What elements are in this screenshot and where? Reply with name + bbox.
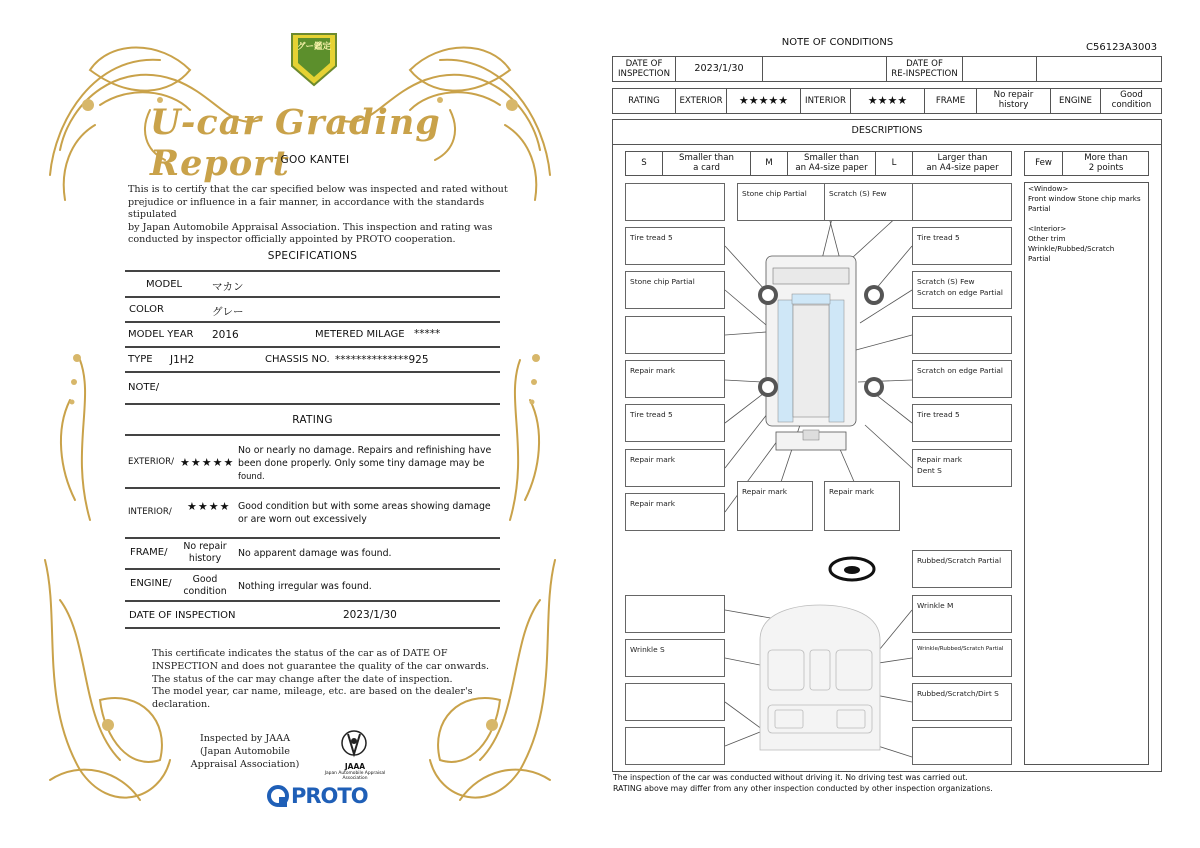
chassis-value: **************925 (335, 354, 429, 366)
frame-value-line: history (188, 553, 222, 564)
specifications-heading: SPECIFICATIONS (267, 250, 358, 262)
exterior-note-box-bottom-1 (737, 481, 813, 531)
exterior-note-box-left-7 (625, 449, 725, 487)
certification-statement (128, 184, 508, 247)
frame-label: FRAME/ (130, 547, 168, 558)
note-text: Repair mark (630, 499, 676, 508)
exterior-note-box-bottom-2 (824, 481, 900, 531)
legend-line: 2 points (1088, 163, 1124, 173)
type-label: TYPE (128, 354, 153, 365)
proto-logo-text: PROTO (291, 784, 368, 808)
legend-line: a card (693, 163, 720, 173)
footer-line: The inspection of the car was conducted without driving it. No driving test was carried out. (613, 773, 968, 782)
label-line: INSPECTION (617, 69, 670, 79)
date-of-inspection-value: 2023/1/30 (343, 609, 397, 621)
disclaimer-line: INSPECTION and does not guarantee the quality of the car onwards. (152, 660, 490, 672)
divider (125, 627, 500, 629)
note-text: Tire tread 5 (630, 233, 673, 242)
value-line: No repair (993, 90, 1034, 100)
certify-line: This is to certify that the car specified below was inspected and rated without (128, 184, 508, 195)
exterior-description (238, 444, 503, 483)
model-label: MODEL (146, 279, 183, 290)
footer-notes (613, 772, 1193, 794)
date-of-inspection-label: DATE OF INSPECTION (129, 610, 236, 621)
note-line: Scratch on edge Partial (917, 288, 1003, 297)
exterior-note-box-right-5 (912, 360, 1012, 398)
disclaimer-line: This certificate indicates the status of the car as of DATE OF (152, 648, 448, 659)
certify-line: prejudice or influence in a fair manner, in accordance with the standards stipulated (128, 196, 485, 221)
divider (125, 346, 500, 348)
divider (125, 487, 500, 489)
label-line: DATE OF (906, 59, 943, 69)
frame-label: FRAME (935, 96, 966, 106)
note-text: Wrinkle/Rubbed/Scratch Partial (917, 646, 1004, 652)
interior-line: Wrinkle/Rubbed/Scratch (1028, 244, 1115, 253)
interior-note-box-right-2 (912, 595, 1012, 633)
inspected-by-line: Appraisal Association) (190, 758, 300, 770)
interior-note-box-left-3 (625, 639, 725, 677)
jaaa-text: JAAA (344, 762, 366, 771)
engine-value (175, 574, 235, 598)
frame-value (175, 541, 235, 565)
disclaimer-line: declaration. (152, 699, 211, 711)
metered-mileage-value: ***** (414, 328, 441, 340)
model-year-label: MODEL YEAR (128, 329, 194, 340)
window-line: Partial (1028, 204, 1051, 213)
descriptions-heading: DESCRIPTIONS (851, 125, 923, 136)
window-heading: <Window> (1028, 184, 1069, 193)
desc-line: found. (238, 471, 265, 481)
legend-line: Larger than (937, 153, 988, 163)
desc-line: been done properly. Only some tiny damage may be (238, 458, 485, 469)
certificate-title: U-car Grading Report (150, 102, 441, 184)
interior-stars: ★★★★ (187, 500, 231, 513)
inspected-by (190, 733, 300, 771)
divider (125, 600, 500, 602)
note-text: Stone chip Partial (630, 277, 695, 286)
model-year-value: 2016 (212, 329, 239, 341)
exterior-note-box-right-7 (912, 449, 1012, 487)
legend-line: Smaller than (679, 153, 734, 163)
exterior-note-box-right-3 (912, 271, 1012, 309)
interior-note-box-right-1 (912, 550, 1012, 588)
divider (125, 270, 500, 272)
note-text: Tire tread 5 (917, 410, 960, 419)
badge-text: グー鑑定 (296, 42, 331, 52)
value-line: history (998, 100, 1029, 110)
legend-line: More than (1084, 153, 1128, 163)
desc-line: Good condition but with some areas showing damage (238, 501, 491, 512)
divider (125, 371, 500, 373)
divider (125, 568, 500, 570)
note-line: Dent S (917, 466, 942, 475)
exterior-label: EXTERIOR (679, 96, 723, 106)
disclaimer-line: The status of the car may change after the date of inspection. (152, 673, 453, 685)
exterior-note-box-left-2 (625, 227, 725, 265)
note-text: Repair mark (630, 366, 676, 375)
note-text: Repair mark (630, 455, 676, 464)
color-label: COLOR (129, 304, 164, 315)
exterior-note-box-left-5 (625, 360, 725, 398)
divider (125, 537, 500, 539)
exterior-note-box-left-3 (625, 271, 725, 309)
engine-label: ENGINE/ (130, 578, 172, 589)
date-of-inspection-value: 2023/1/30 (694, 63, 744, 74)
engine-label: ENGINE (1059, 96, 1092, 106)
legend-m: M (765, 158, 773, 168)
note-text: Tire tread 5 (917, 233, 960, 242)
exterior-note-box-right-4 (912, 316, 1012, 354)
interior-note-box-left-4 (625, 683, 725, 721)
jaaa-subtext: Japan Automobile Appraisal Association (324, 771, 386, 781)
jaaa-logo (318, 728, 392, 780)
value-line: condition (1111, 100, 1152, 110)
note-text: Rubbed/Scratch Partial (917, 556, 1002, 565)
interior-note-box-left-2 (625, 595, 725, 633)
interior-car-diagram (760, 605, 880, 750)
exterior-note-box-right-6 (912, 404, 1012, 442)
note-text: Repair mark (742, 487, 788, 496)
interior-heading: <Interior> (1028, 224, 1067, 233)
interior-note-box-left-5 (625, 727, 725, 765)
note-text: Wrinkle M (917, 601, 954, 610)
legend-line: Smaller than (804, 153, 859, 163)
note-text: Stone chip Partial (742, 189, 807, 198)
interior-label: INTERIOR (805, 96, 846, 106)
label-line: DATE OF (625, 59, 663, 69)
note-text: Scratch (S) Few (829, 189, 887, 198)
interior-note-box-right-4 (912, 683, 1012, 721)
note-label: NOTE/ (128, 382, 160, 393)
exterior-car-diagram (758, 256, 884, 450)
frame-description: No apparent damage was found. (238, 548, 392, 559)
engine-description: Nothing irregular was found. (238, 581, 372, 592)
interior-note-box-right-3 (912, 639, 1012, 677)
steering-wheel-icon (830, 558, 874, 580)
interior-label: INTERIOR/ (128, 507, 172, 517)
exterior-note-box-1 (625, 183, 725, 221)
note-text: Tire tread 5 (630, 410, 673, 419)
engine-value-line: condition (183, 586, 227, 597)
exterior-note-box-left-8 (625, 493, 725, 531)
interior-line: Other trim (1028, 234, 1066, 243)
value-line: Good (1120, 90, 1143, 100)
proto-logo (267, 784, 377, 812)
interior-description (238, 500, 503, 526)
window-line: Front window Stone chip marks (1028, 194, 1141, 203)
desc-line: No or nearly no damage. Repairs and refinishing have (238, 445, 492, 456)
note-line: Scratch (S) Few (917, 277, 975, 286)
color-value: グレー (212, 306, 244, 318)
interior-line: Partial (1028, 254, 1051, 263)
proto-mark-icon (267, 785, 289, 809)
certify-line: conducted by inspector officially appointed by PROTO cooperation. (128, 234, 456, 246)
jaaa-emblem-icon (318, 728, 392, 762)
interior-stars: ★★★★ (867, 94, 908, 107)
metered-mileage-label: METERED MILAGE (315, 329, 405, 340)
legend-l: L (891, 158, 897, 168)
certify-line: by Japan Automobile Appraisal Association. This inspection and rating was (128, 221, 493, 233)
exterior-note-box-2 (912, 183, 1012, 221)
goo-kantei-badge-logo (288, 30, 340, 88)
note-text (917, 454, 962, 476)
frame-value-line: No repair (183, 541, 227, 552)
disclaimer (152, 648, 492, 712)
exterior-label: EXTERIOR/ (128, 457, 174, 467)
inspected-by-line: (Japan Automobile (200, 745, 290, 757)
legend-s: S (641, 158, 647, 168)
disclaimer-line: The model year, car name, mileage, etc. are based on the dealer's (152, 686, 473, 698)
sheet-title: NOTE OF CONDITIONS (781, 37, 894, 48)
divider (125, 296, 500, 298)
label-line: RE-INSPECTION (891, 69, 958, 79)
model-value: マカン (212, 281, 244, 293)
legend-line: an A4-size paper (926, 163, 999, 173)
note-text: Wrinkle S (630, 645, 665, 654)
desc-line: or are worn out excessively (238, 514, 367, 525)
legend-line: an A4-size paper (795, 163, 868, 173)
exterior-note-box-right-2 (912, 227, 1012, 265)
type-value: J1H2 (170, 354, 195, 366)
rating-label: RATING (628, 96, 660, 106)
note-text: Repair mark (829, 487, 875, 496)
interior-note-box-right-5 (912, 727, 1012, 765)
inspected-by-line: Inspected by JAAA (199, 733, 291, 744)
certificate-subtitle: GOO KANTEI (280, 154, 350, 166)
note-text (917, 276, 1003, 298)
rating-heading: RATING (292, 414, 333, 426)
divider (125, 321, 500, 323)
divider (125, 403, 500, 405)
note-text: Rubbed/Scratch/Dirt S (917, 689, 999, 698)
footer-line: RATING above may differ from any other inspection conducted by other inspection organizations. (613, 784, 993, 793)
engine-value-line: Good (192, 574, 218, 585)
exterior-stars: ★★★★★ (738, 94, 789, 107)
chassis-label: CHASSIS NO. (265, 354, 330, 365)
document-code: C56123A3003 (1086, 42, 1158, 53)
legend-few: Few (1035, 158, 1052, 168)
exterior-note-box-top-1 (737, 183, 837, 221)
note-text: Scratch on edge Partial (917, 366, 1003, 375)
exterior-note-box-left-6 (625, 404, 725, 442)
exterior-note-box-left-4 (625, 316, 725, 354)
divider (125, 434, 500, 436)
exterior-stars: ★★★★★ (180, 456, 235, 469)
note-line: Repair mark (917, 455, 963, 464)
exterior-note-box-top-2 (824, 183, 924, 221)
note-of-conditions-sheet (600, 0, 1200, 848)
